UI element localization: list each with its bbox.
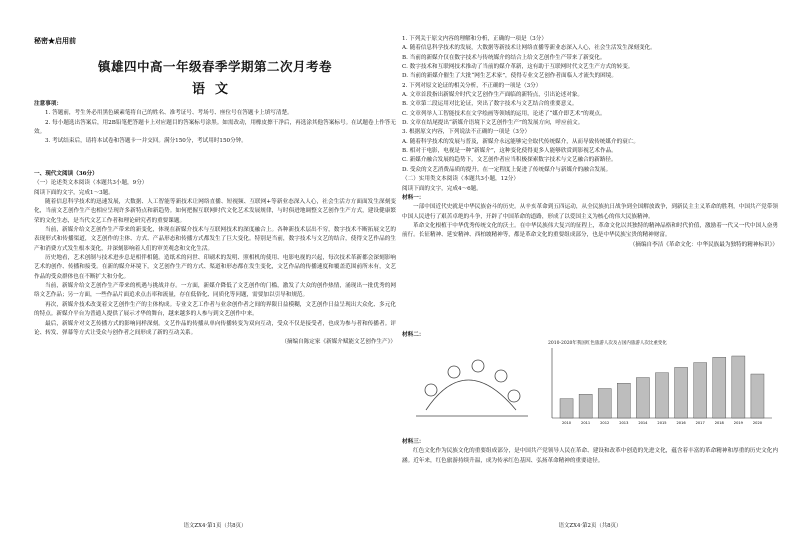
tree-arc [426, 380, 516, 410]
question-option: A. 随着科学技术的发展与普及，新媒介永远能够完全取代传统媒介，从而导致传统媒介的衰亡。 [402, 138, 639, 145]
diagram-node [425, 384, 437, 396]
diagram-node [472, 360, 484, 372]
question-option: D. 受众的文艺消费品质的提升，在一定程度上促进了传统媒介与新媒介的融合发展。 [402, 166, 612, 173]
notice-item: 3. 考试结束后，请将本试卷和答题卡一并交回。满分150分，考试用时150分钟。 [45, 138, 247, 145]
question-option: B. 文章第二段运用对比论证，突出了数字技术与文艺结合的重要意义。 [402, 101, 578, 108]
passage-source: （摘编自陈定家《新媒介赋能文艺创作生产》） [281, 339, 396, 346]
question-option: A. 文章首段指出新媒介时代文艺创作生产面临的新特点，引出论述对象。 [402, 92, 584, 99]
question-stem: 1. 下列关于原文内容的理解和分析，正确的一项是（3分） [402, 36, 547, 42]
diagram-node [495, 370, 507, 382]
bar [694, 363, 707, 418]
left-column [34, 0, 396, 544]
question-option: B. 相对于电影，电视是一种“新媒介”，这种变化使得更多人能够欣赏到影视艺术作品。 [402, 148, 617, 155]
material-source: （摘编自李洁《革命文化：中华民族最为独特的精神标识》） [629, 241, 778, 248]
material3-block [402, 438, 778, 466]
notice-item: 2. 每小题选出答案后，用2B铅笔把答题卡上对应题目的答案标号涂黑。如需改动，用橡皮擦干净后，再选涂其他答案标号。在试题卷上作答无效。 [34, 119, 396, 136]
diagram-node [508, 390, 520, 402]
question-option: D. 当前的新媒介催生了大批“网生艺术家”，使得专业文艺创作者面临人才流失的困境。 [402, 73, 617, 80]
questions-block [402, 35, 778, 250]
x-tick-label: 2014 [638, 421, 648, 425]
notice-item: 1. 答题前，考生务必用黑色碳素笔将自己的姓名、准考证号、考场号、座位号在答题卡上填写清楚。 [45, 110, 293, 117]
bar [579, 394, 592, 418]
page-footer-left: 语文ZX4·第1页（共8页） [183, 523, 247, 529]
question-option: C. 文章列举人工智能技术在文学绘画等领域的运用，论述了“媒介即艺术”的观点。 [402, 110, 606, 117]
x-tick-label: 2019 [733, 421, 743, 425]
bar [560, 399, 573, 418]
section-heading: 一、现代文阅读（36分） [34, 171, 98, 177]
x-tick-label: 2017 [695, 421, 705, 425]
material-label: 材料一： [402, 194, 425, 201]
question-option: D. 文章在结尾提出“新媒介语境下文艺创作生产”的发展方向，呼应前文。 [402, 120, 584, 127]
material-label: 材料三： [402, 439, 425, 445]
x-tick-label: 2016 [676, 421, 686, 425]
material-paragraph: 革命文化根植于中华优秀传统文化的沃土。在中华民族伟大复兴的征程上，革命文化以其独特的精神品格和时代价值，激励着一代又一代中国人奋勇前行。长征精神、延安精神、西柏坡精神等，都是革命文化的重要组成部分，也是中华民族宝贵的精神财富。 [402, 222, 778, 239]
bar [617, 383, 630, 418]
question-stem: 3. 根据原文内容，下列说法不正确的一项是（3分） [402, 129, 531, 136]
x-tick-label: 2010 [561, 421, 572, 425]
passage-paragraph: 历史地看，艺术创制与技术进步总是相伴相随。造纸术的问世、印刷术的发明、照相机的使用、电影电视的兴起，每次技术革新都会深刻影响艺术的创作、传播和接受。在新的媒介环境下，文艺创作生产的方式、渠道和形态都在发生变化，文艺作品的传播速度和覆盖范围前所未有，文艺作品的受众群体也在不断扩大和分化。 [34, 255, 396, 280]
page-footer-right: 语文ZX4·第2页（共8页） [558, 523, 622, 529]
question-option: B. 当前的新媒介仅在数字技术与传统媒介的结合上给文艺创作生产带来了新变化。 [402, 54, 606, 61]
passage-paragraph: 当前，新媒介给文艺创作生产带来的新变化，体现在新媒介技术与互联网技术的深度融合上。各种新技术层出不穷，数字技术不断拓展文艺的表现形式和传播渠道，文艺创作的主体、方式、产品形态和传播方式都发生了巨大变化。特别是当前，数字技术与文艺的结合，使得文艺作品的生产和消费方式发生根本变化，并深刻影响着人们的审美观念和文化生活。 [34, 227, 396, 252]
material-paragraph: 红色文化作为民族文化的重要组成部分，是中国共产党领导人民在革命、建设和改革中创造的先进文化，蕴含着丰富的革命精神和厚重的历史文化内涵。近年来，红色旅游持续升温，成为传承红色基因、弘扬革命精神的重要途径。 [402, 448, 778, 464]
x-tick-label: 2011 [581, 421, 591, 425]
tree-diagram [406, 340, 536, 425]
secret-seal: 秘密★启用前 [34, 36, 76, 45]
material-label: 材料二： [402, 332, 425, 338]
subsection-heading: （一）论述类文本阅读（本题共3小题，9分） [34, 180, 148, 187]
subject-title: 语文 [191, 82, 238, 97]
right-column [402, 0, 778, 544]
bar [655, 373, 668, 418]
bar [713, 357, 726, 418]
instruction: 阅读下面的文字，完成4～6题。 [402, 185, 482, 192]
material2-figures [406, 340, 778, 425]
question-option: C. 数字技术和互联网技术推动了当前的媒介革新，这有助于互联网时代文艺生产方式的转变。 [402, 64, 634, 71]
question-stem: 2. 下列对原文论证的相关分析，不正确的一项是（3分） [402, 82, 542, 89]
question-option: A. 随着信息科学技术的发展，大数据等新技术让网络直播等新业态深入人心，社会生活发生深刻变化。 [402, 45, 656, 52]
passage-paragraph: 最后，新媒介对文艺传播方式的影响同样深刻。文艺作品的传播从单向传播转变为双向互动，受众不仅是接受者，也成为参与者和传播者。评论、转发、弹幕等方式让受众与创作者之间形成了新的互动关系。 [34, 320, 396, 336]
instruction: 阅读下面的文字，完成1～3题。 [34, 189, 114, 196]
exam-title: 镇雄四中高一年级春季学期第二次月考卷 [97, 59, 332, 74]
passage-paragraph: 再次，新媒介技术改变着文艺创作生产的主体构成。专业文艺工作者与业余创作者之间的界限日益模糊，文艺创作日益呈现出大众化、多元化的特点。新媒介平台为普通人提供了展示才华的舞台，越来越多的人参与到文艺创作中来。 [34, 301, 396, 318]
bar [675, 367, 688, 418]
reading-section [34, 170, 396, 348]
bar [598, 389, 611, 418]
passage-paragraph: 随着信息科学技术的迅速发展，大数据、人工智能等新技术让网络直播、短视频、互联网+等新业态深入人心，社会生活方方面面发生深刻变化，当前文艺创作生产也相应呈现许多新特点和新趋势。如何把握互联网时代文化艺术发展规律，与时俱进地调整文艺创作生产方式，建设健康繁荣的文化生态，是当代文艺工作者和理论研究者的重要课题。 [34, 199, 396, 224]
question-option: C. 新媒介融合发展的趋势下，文艺创作者应当积极探索数字技术与文艺融合的新路径。 [402, 157, 617, 164]
x-tick-label: 2015 [657, 421, 667, 425]
x-tick-label: 2012 [600, 421, 610, 425]
bar [732, 356, 745, 418]
x-tick-label: 2018 [714, 421, 724, 425]
material-paragraph: 一部中国近代史就是中华民族奋斗的历史。从辛亥革命到五四运动，从全民族抗日战争到全国解放战争，到新民主主义革命的胜利，中国共产党带领中国人民进行了艰苦卓绝的斗争，开辟了中国革命的道路，形成了以爱国主义为核心的伟大民族精神。 [402, 204, 778, 220]
subsection-heading: （二）实用类文本阅读（本题共3小题，12分） [402, 176, 519, 183]
bar [636, 378, 649, 418]
notice-heading: 注意事项： [34, 101, 62, 107]
x-tick-label: 2013 [619, 421, 629, 425]
bar-chart [544, 340, 776, 425]
bar [751, 374, 764, 418]
chart-title: 2010-2020年我国红色旅游人次及占国内旅游人次比重变化 [548, 341, 667, 346]
passage-paragraph: 当前，新媒介给文艺创作生产带来的机遇与挑战并存。一方面，新媒介降低了文艺创作的门槛，激发了大众的创作热情，涌现出一批优秀的网络文艺作品；另一方面，一些作品片面追求点击率和流量，存在低俗化、同质化等问题，需要加以引导和规范。 [34, 283, 396, 299]
x-tick-label: 2020 [752, 421, 763, 425]
diagram-node [448, 366, 460, 378]
notice-block [34, 100, 396, 147]
